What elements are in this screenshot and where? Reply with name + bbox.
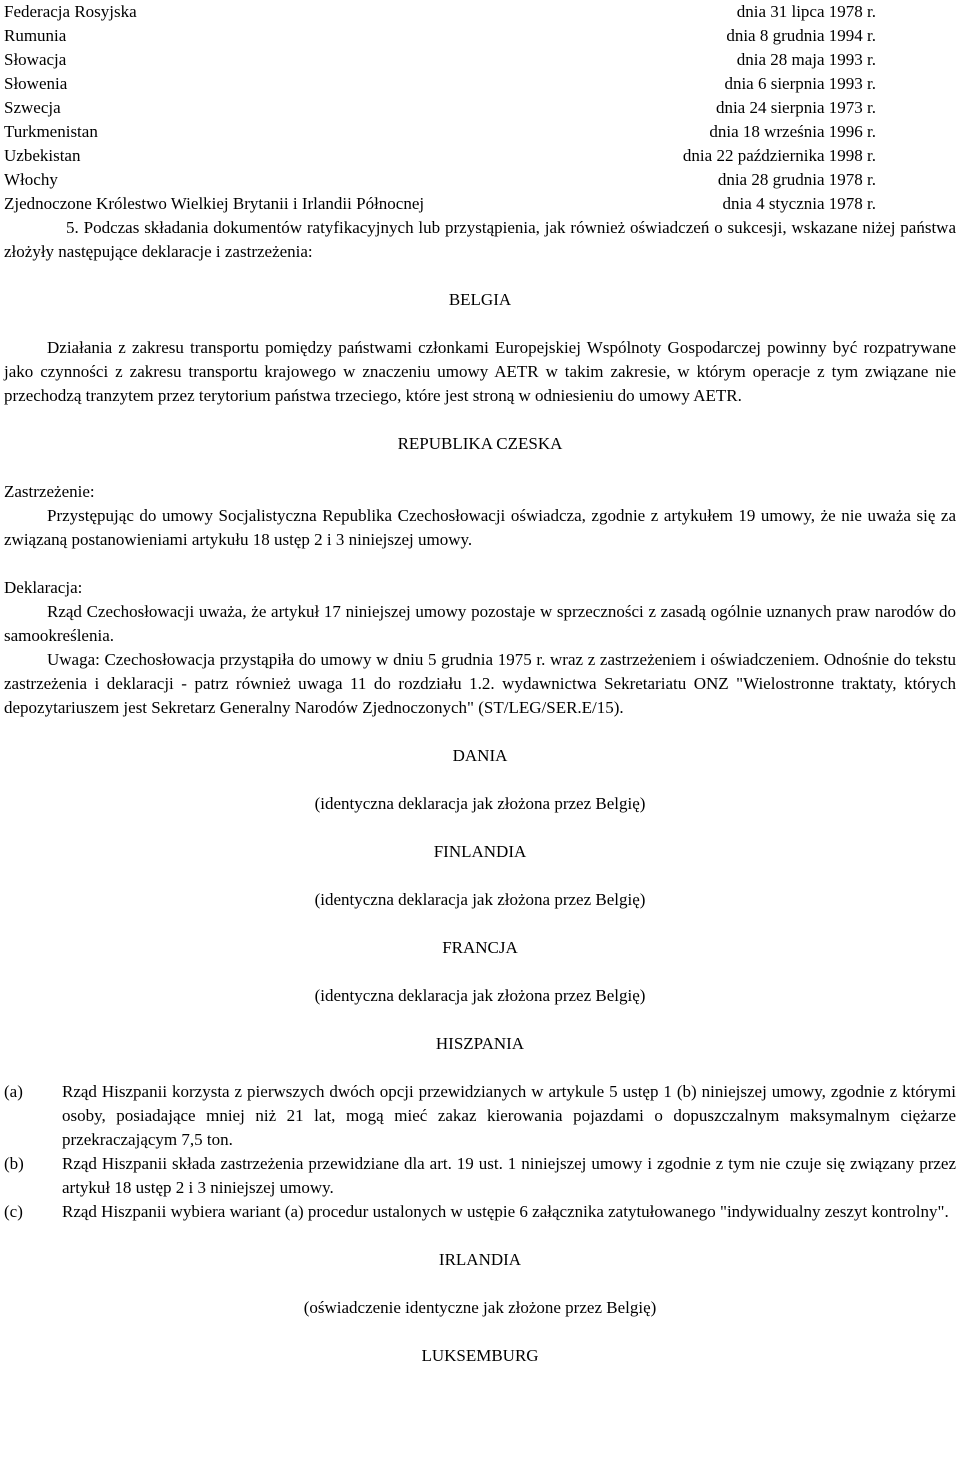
intro-paragraph: 5. Podczas składania dokumentów ratyfikacyjnych lub przystąpienia, jak również oświadczeń o sukcesji, wskazane niżej państwa złożyły następujące deklaracje i zastrzeżenia: — [4, 218, 956, 261]
country-date: dnia 28 grudnia 1978 r. — [717, 170, 876, 189]
list-item — [4, 72, 956, 96]
country-date: dnia 22 października 1998 r. — [682, 146, 876, 165]
country-name: Turkmenistan — [4, 122, 98, 141]
country-name: Rumunia — [4, 26, 67, 45]
country-date: dnia 6 sierpnia 1993 r. — [724, 74, 876, 93]
country-name: Szwecja — [4, 98, 61, 117]
list-marker: (a) — [4, 1082, 23, 1101]
country-date: dnia 4 stycznia 1978 r. — [722, 194, 876, 213]
country-date: dnia 31 lipca 1978 r. — [736, 2, 876, 21]
list-item — [4, 168, 956, 192]
list-text: Rząd Hiszpanii korzysta z pierwszych dwóch opcji przewidzianych w artykule 5 ustęp 1 (b) niniejszej umowy, zgodnie z którymi osoby, posiadające mniej niż 21 lat, mogą mieć zakaz kierowania pojazdami o dopuszczalnym maksymalnym ciężarze przekraczającym 7,5 ton. — [62, 1082, 956, 1149]
belgia-text: Działania z zakresu transportu pomiędzy państwami członkami Europejskiej Wspólnoty Gospodarczej powinny być rozpatrywane jako czynności z zakresu transportu krajowego w znaczeniu umowy AETR w takim zakresie, w którym operacje z tym związane nie przechodzą tranzytem przez terytorium państwa trzeciego, które jest stroną w odniesieniu do umowy AETR. — [4, 338, 956, 405]
country-date: dnia 24 sierpnia 1973 r. — [715, 98, 876, 117]
section-heading-dania: DANIA — [452, 746, 508, 765]
list-item — [4, 144, 956, 168]
country-name: Słowacja — [4, 50, 67, 69]
country-name: Włochy — [4, 170, 58, 189]
list-marker: (c) — [4, 1202, 23, 1221]
section-heading-luksemburg: LUKSEMBURG — [421, 1346, 539, 1365]
dania-text: (identyczna deklaracja jak złożona przez Belgię) — [314, 794, 646, 813]
section-heading-czechy: REPUBLIKA CZESKA — [397, 434, 563, 453]
list-item — [4, 1080, 956, 1152]
list-item — [4, 24, 956, 48]
list-item — [4, 48, 956, 72]
list-item — [4, 0, 956, 24]
list-item — [4, 1152, 956, 1200]
reservation-label: Zastrzeżenie: — [4, 482, 95, 501]
francja-text: (identyczna deklaracja jak złożona przez Belgię) — [314, 986, 646, 1005]
country-date: dnia 28 maja 1993 r. — [736, 50, 876, 69]
section-heading-hiszpania: HISZPANIA — [435, 1034, 525, 1053]
finlandia-text: (identyczna deklaracja jak złożona przez Belgię) — [314, 890, 646, 909]
note-text: Uwaga: Czechosłowacja przystąpiła do umowy w dniu 5 grudnia 1975 r. wraz z zastrzeżeniem i oświadczeniem. Odnośnie do tekstu zastrzeżenia i deklaracji - patrz również uwaga 11 do rozdziału 1.2. wydawnictwa Sekretariatu ONZ "Wielostronne traktaty, których depozytariuszem jest Sekretarz Generalny Narodów Zjednoczonych" (ST/LEG/SER.E/15). — [4, 650, 956, 717]
country-name: Federacja Rosyjska — [4, 2, 137, 21]
list-item — [4, 1200, 956, 1224]
section-heading-francja: FRANCJA — [442, 938, 518, 957]
country-name: Słowenia — [4, 74, 68, 93]
reservation-text: Przystępując do umowy Socjalistyczna Republika Czechosłowacji oświadcza, zgodnie z artykułem 19 umowy, że nie uważa się za związaną postanowieniami artykułu 18 ustęp 2 i 3 niniejszej umowy. — [4, 506, 956, 549]
list-text: Rząd Hiszpanii składa zastrzeżenia przewidziane dla art. 19 ust. 1 niniejszej umowy i zgodnie z tym nie czuje się związany przez artykuł 18 ustęp 2 i 3 niniejszej umowy. — [62, 1154, 956, 1197]
list-item — [4, 120, 956, 144]
country-date: dnia 18 września 1996 r. — [709, 122, 876, 141]
country-name: Uzbekistan — [4, 146, 81, 165]
declaration-label: Deklaracja: — [4, 578, 83, 597]
section-heading-finlandia: FINLANDIA — [433, 842, 527, 861]
document-page — [4, 0, 956, 1368]
country-date: dnia 8 grudnia 1994 r. — [726, 26, 876, 45]
list-item — [4, 96, 956, 120]
declaration-text: Rząd Czechosłowacji uważa, że artykuł 17 niniejszej umowy pozostaje w sprzeczności z zasadą ogólnie uznanych praw narodów do samookreślenia. — [4, 602, 956, 645]
list-text: Rząd Hiszpanii wybiera wariant (a) procedur ustalonych w ustępie 6 załącznika zatytułowanego "indywidualny zeszyt kontrolny". — [62, 1202, 949, 1221]
irlandia-text: (oświadczenie identyczne jak złożone przez Belgię) — [303, 1298, 657, 1317]
list-item — [4, 192, 956, 216]
section-heading-irlandia: IRLANDIA — [438, 1250, 522, 1269]
section-heading-belgia: BELGIA — [448, 290, 512, 309]
country-name: Zjednoczone Królestwo Wielkiej Brytanii i Irlandii Północnej — [4, 194, 425, 213]
country-date-list — [4, 0, 956, 216]
list-marker: (b) — [4, 1154, 24, 1173]
